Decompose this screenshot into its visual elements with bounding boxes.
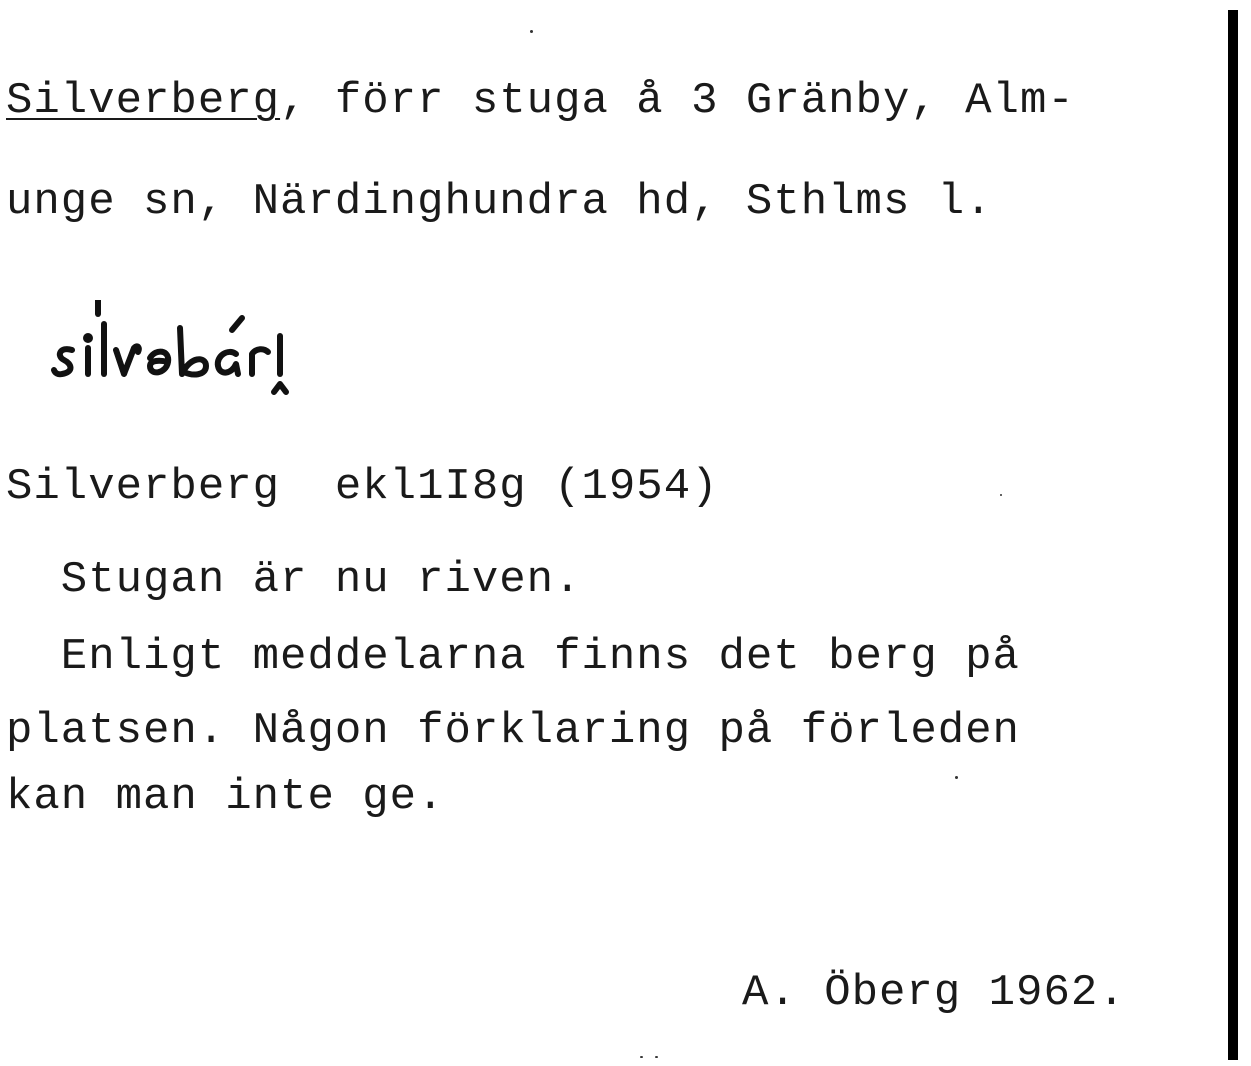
handwritten-phonetic-icon [50, 300, 350, 400]
body-line-4: kan man inte ge. [6, 772, 445, 822]
scan-speck [530, 30, 533, 33]
place-name: Silverberg [6, 76, 281, 126]
signature: A. Öberg 1962. [742, 968, 1126, 1018]
body-line-2: Enligt meddelarna finns det berg på [6, 632, 1020, 682]
scan-speck [1000, 494, 1002, 496]
header-line-1 [6, 76, 1075, 126]
header-line-2: unge sn, Närdinghundra hd, Sthlms l. [6, 177, 993, 227]
body-line-1: Stugan är nu riven. [6, 555, 582, 605]
phonetic-transcription [50, 300, 350, 400]
body-line-3: platsen. Någon förklaring på förleden [6, 706, 1020, 756]
card-edge [1228, 10, 1238, 1060]
scan-speck [655, 1056, 658, 1058]
scan-speck [640, 1056, 643, 1058]
header-line-1-rest: , förr stuga å 3 Gränby, Alm- [280, 76, 1075, 126]
scan-speck [955, 776, 958, 779]
reference-line: Silverberg ekl1I8g (1954) [6, 462, 719, 512]
